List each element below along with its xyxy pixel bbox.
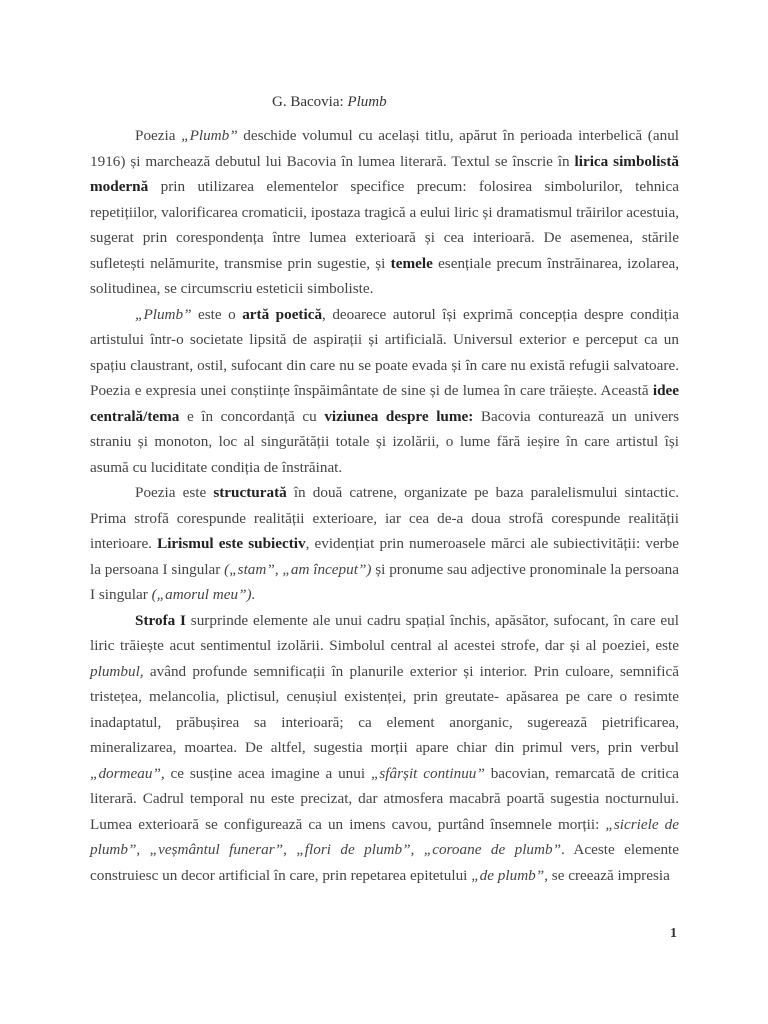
page-title <box>272 94 387 111</box>
italic-run: „Plumb” <box>135 305 192 323</box>
text-run: esențiale precum înstrăinarea, izolarea, solitudinea, se circumscriu esteticii simboliste. <box>90 254 679 297</box>
text-run: , ce susține acea imagine a unui <box>160 764 371 782</box>
italic-run: „dormeau” <box>90 764 161 782</box>
text-run: Poezia este <box>135 484 214 501</box>
italic-run: „sfârșit continuu” <box>370 764 485 782</box>
italic-run: („stam”, „am început”) <box>224 560 372 578</box>
italic-run: „Plumb” <box>181 127 238 144</box>
paragraph <box>90 480 679 608</box>
italic-run: („amorul meu”). <box>151 586 256 603</box>
title-author: G. Bacovia: <box>272 94 344 110</box>
text-run: , se creează impresia <box>544 866 670 884</box>
text-run: bacovian, remarcată de critica literară. Cadrul temporal nu este precizat, dar atmosfera macabră poartă sugestia nocturnului. Lumea exterioară se configurează ca un imens cavou, purtând însemnele morții: <box>90 764 679 833</box>
italic-run: „sicriele de plumb”, „veșmântul funerar”, „flori de plumb”, „coroane de plumb” <box>90 815 679 858</box>
text-run: având profunde semnificații în planurile exterior și interior. Prin culoare, semnifică tristețea, melancolia, plictisul, cenușiul existenței, prin greutate- apăsarea pe care o resimte inadaptatul, prăbușirea sa interioară; ca element anorganic, sugerează pietrificarea, mineralizarea, moartea. De altfel, sugestia morții apare chiar din primul vers, prin verbul <box>90 662 679 756</box>
text-run: surprinde elemente ale unui cadru spațial închis, apăsător, sufocant, în care eul liric trăiește acut sentimentul izolării. Simbolul central al acestei strofe, dar și al poeziei, este <box>90 611 679 654</box>
italic-run: plumbul, <box>90 662 144 680</box>
text-run: . Aceste elemente construiesc un decor artificial în care, prin repetarea epitetului <box>90 841 679 884</box>
text-run: în două catrene, organizate pe baza paralelismului sintactic. Prima strofă corespunde realității exterioare, iar cea de-a doua strofă corespunde realității interioare. <box>90 484 679 552</box>
paragraph <box>90 302 679 481</box>
text-run: este o <box>191 305 243 323</box>
text-run: și pronume sau adjective pronominale la persoana I singular <box>90 560 679 603</box>
text-run: , deoarece autorul își exprimă concepția despre condiția artistului într-o societate lipsită de aspirații și artificială. Universul exterior e perceput ca un spațiu claustrant, ostil, sufocant din care nu se poate evada și în care nu există refugii salvatoare. Poezia e expresia unei conștiințe înspăimântate de sine și de lumea în care trăiește. Această <box>90 305 679 399</box>
bold-run: Lirismul este subiectiv <box>157 535 306 552</box>
bold-run: Strofa I <box>135 611 186 629</box>
paragraph <box>90 608 679 889</box>
bold-run: lirica simbolistă modernă <box>90 152 679 195</box>
bold-run: idee centrală/tema <box>90 382 679 425</box>
bold-run: structurată <box>213 484 287 501</box>
body-text <box>90 123 679 888</box>
text-run: Poezia <box>135 127 182 144</box>
text-run: deschide volumul cu același titlu, apărut în perioada interbelică (anul 1916) și marchează debutul lui Bacovia în lumea literară. Textul se înscrie în <box>90 127 680 170</box>
title-work: Plumb <box>347 94 387 110</box>
paragraph <box>90 123 679 302</box>
text-run: e în concordanță cu <box>179 407 325 425</box>
page-number: 1 <box>670 926 677 941</box>
bold-run: artă poetică <box>242 305 323 323</box>
text-run: Bacovia conturează un univers straniu și monoton, loc al singurătății totale și izolării, o lume fără ieșire în care artistul își asumă cu luciditate condiția de înstrăinat. <box>90 407 679 476</box>
bold-run: viziunea despre lume: <box>324 407 474 425</box>
italic-run: „de plumb” <box>471 866 545 884</box>
text-run: prin utilizarea elementelor specifice precum: folosirea simbolurilor, tehnica repetițiilor, valorificarea cromaticii, ipostaza tragică a eului liric și dramatismul trăirilor acestuia, sugerat prin corespondența între lumea exterioară și cea interioară. De asemenea, stările sufletești nelămurite, transmise prin sugestie, și <box>90 178 679 272</box>
text-run: , evidențiat prin numeroasele mărci ale subiectivității: verbe la persoana I singular <box>90 535 680 578</box>
bold-run: temele <box>390 254 433 272</box>
